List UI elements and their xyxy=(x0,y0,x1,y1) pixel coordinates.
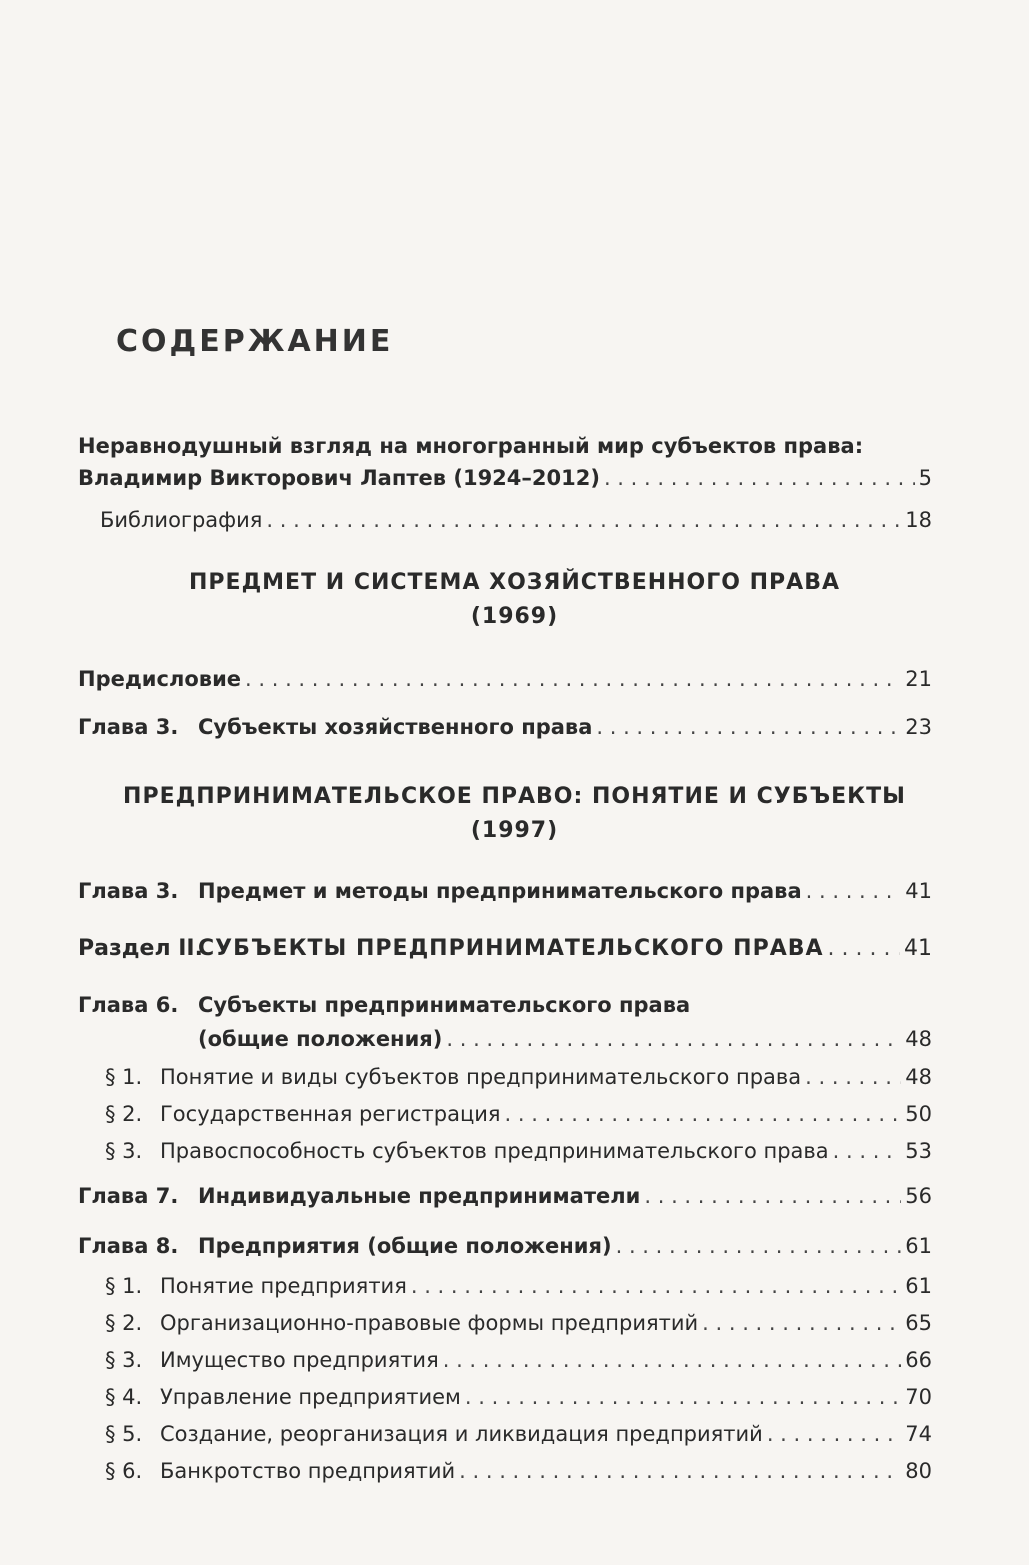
paragraph-label: § 1. xyxy=(105,1274,143,1298)
leader-dots xyxy=(596,713,901,741)
page-number: 61 xyxy=(905,1234,932,1258)
paragraph-label: § 6. xyxy=(105,1459,143,1483)
toc-entry-title: Владимир Викторович Лаптев (1924–2012) xyxy=(78,466,600,490)
paragraph-label: § 1. xyxy=(105,1065,143,1089)
paragraph-label: § 3. xyxy=(105,1348,143,1372)
leader-dots xyxy=(411,1272,901,1300)
toc-entry-title: СУБЪЕКТЫ ПРЕДПРИНИМАТЕЛЬСКОГО ПРАВА xyxy=(198,936,824,961)
toc-entry-part[interactable] xyxy=(78,935,932,963)
toc-entry-bibliography[interactable] xyxy=(100,506,932,534)
page-number: 56 xyxy=(905,1184,932,1208)
toc-entry-title: Субъекты предпринимательского права xyxy=(198,993,691,1017)
toc-entry-chapter[interactable] xyxy=(78,1182,932,1210)
leader-dots xyxy=(616,1232,902,1260)
toc-entry-preface[interactable] xyxy=(78,665,932,693)
leader-dots xyxy=(505,1100,902,1128)
toc-entry-paragraph[interactable] xyxy=(105,1383,932,1411)
page-number: 70 xyxy=(905,1385,932,1409)
toc-entry-chapter-title-line1 xyxy=(78,991,932,1019)
toc-entry-title: Предмет и методы предпринимательского права xyxy=(198,879,802,903)
toc-entry-paragraph[interactable] xyxy=(105,1137,932,1165)
toc-entry-paragraph[interactable] xyxy=(105,1272,932,1300)
paragraph-label: § 3. xyxy=(105,1139,143,1163)
toc-entry-paragraph[interactable] xyxy=(105,1100,932,1128)
leader-dots xyxy=(767,1420,901,1448)
section-year: (1969) xyxy=(470,604,559,629)
section-heading: ПРЕДМЕТ И СИСТЕМА ХОЗЯЙСТВЕННОГО ПРАВА xyxy=(189,570,840,595)
toc-entry-title: Предисловие xyxy=(78,667,242,691)
page-number: 74 xyxy=(905,1422,932,1446)
toc-entry-chapter[interactable] xyxy=(78,1232,932,1260)
page-number: 5 xyxy=(918,466,932,490)
toc-entry-intro[interactable] xyxy=(78,464,932,492)
chapter-label: Глава 8. xyxy=(78,1234,179,1258)
toc-entry-title: Государственная регистрация xyxy=(160,1102,501,1126)
toc-entry-paragraph[interactable] xyxy=(105,1420,932,1448)
toc-entry-title: (общие положения) xyxy=(198,1027,443,1051)
chapter-label: Глава 3. xyxy=(78,879,179,903)
leader-dots xyxy=(702,1309,901,1337)
leader-dots xyxy=(644,1182,901,1210)
page-number: 48 xyxy=(905,1065,932,1089)
toc-entry-title: Индивидуальные предприниматели xyxy=(198,1184,641,1208)
toc-entry-paragraph[interactable] xyxy=(105,1063,932,1091)
page-number: 61 xyxy=(905,1274,932,1298)
toc-entry-title: Имущество предприятия xyxy=(160,1348,439,1372)
leader-dots xyxy=(245,665,901,693)
paragraph-label: § 4. xyxy=(105,1385,143,1409)
section-heading: ПРЕДПРИНИМАТЕЛЬСКОЕ ПРАВО: ПОНЯТИЕ И СУБЪЕКТЫ xyxy=(123,784,906,809)
toc-entry-title: Создание, реорганизация и ликвидация предприятий xyxy=(160,1422,763,1446)
chapter-label: Глава 3. xyxy=(78,715,179,739)
toc-entry-paragraph[interactable] xyxy=(105,1346,932,1374)
leader-dots xyxy=(828,935,900,963)
toc-entry-paragraph[interactable] xyxy=(105,1457,932,1485)
leader-dots xyxy=(443,1346,902,1374)
chapter-label: Глава 7. xyxy=(78,1184,179,1208)
leader-dots xyxy=(465,1383,901,1411)
paragraph-label: § 2. xyxy=(105,1102,143,1126)
page-number: 41 xyxy=(904,936,932,961)
page-number: 65 xyxy=(905,1311,932,1335)
leader-dots xyxy=(805,1063,901,1091)
leader-dots xyxy=(266,506,901,534)
section-year: (1997) xyxy=(470,818,559,843)
toc-entry-title: Субъекты хозяйственного права xyxy=(198,715,593,739)
page-title: СОДЕРЖАНИЕ xyxy=(116,324,394,359)
leader-dots xyxy=(446,1025,901,1053)
toc-entry-title: Управление предприятием xyxy=(160,1385,461,1409)
toc-entry-title: Организационно-правовые формы предприятий xyxy=(160,1311,699,1335)
page-number: 21 xyxy=(905,667,932,691)
page-number: 50 xyxy=(905,1102,932,1126)
toc-entry-paragraph[interactable] xyxy=(105,1309,932,1337)
toc-entry-title: Правоспособность субъектов предпринимательского права xyxy=(160,1139,829,1163)
leader-dots xyxy=(833,1137,902,1165)
page-number: 80 xyxy=(905,1459,932,1483)
toc-entry-title: Банкротство предприятий xyxy=(160,1459,456,1483)
toc-entry-title: Понятие предприятия xyxy=(160,1274,407,1298)
toc-entry-title: Предприятия (общие положения) xyxy=(198,1234,612,1258)
chapter-label: Глава 6. xyxy=(78,993,179,1017)
toc-entry-title: Понятие и виды субъектов предпринимательского права xyxy=(160,1065,802,1089)
paragraph-label: § 2. xyxy=(105,1311,143,1335)
toc-entry-title: Библиография xyxy=(100,508,263,532)
page-number: 18 xyxy=(905,508,932,532)
leader-dots xyxy=(806,877,902,905)
page-number: 41 xyxy=(905,879,932,903)
leader-dots xyxy=(459,1457,901,1485)
paragraph-label: § 5. xyxy=(105,1422,143,1446)
part-label: Раздел II. xyxy=(78,936,203,961)
toc-entry-chapter[interactable] xyxy=(198,1025,932,1053)
toc-entry-chapter[interactable] xyxy=(78,713,932,741)
toc-intro-title-line1: Неравнодушный взгляд на многогранный мир субъектов права: xyxy=(78,434,864,458)
page-number: 48 xyxy=(905,1027,932,1051)
leader-dots xyxy=(604,464,915,492)
page-number: 23 xyxy=(905,715,932,739)
toc-entry-chapter[interactable] xyxy=(78,877,932,905)
page-number: 53 xyxy=(905,1139,932,1163)
page-number: 66 xyxy=(905,1348,932,1372)
